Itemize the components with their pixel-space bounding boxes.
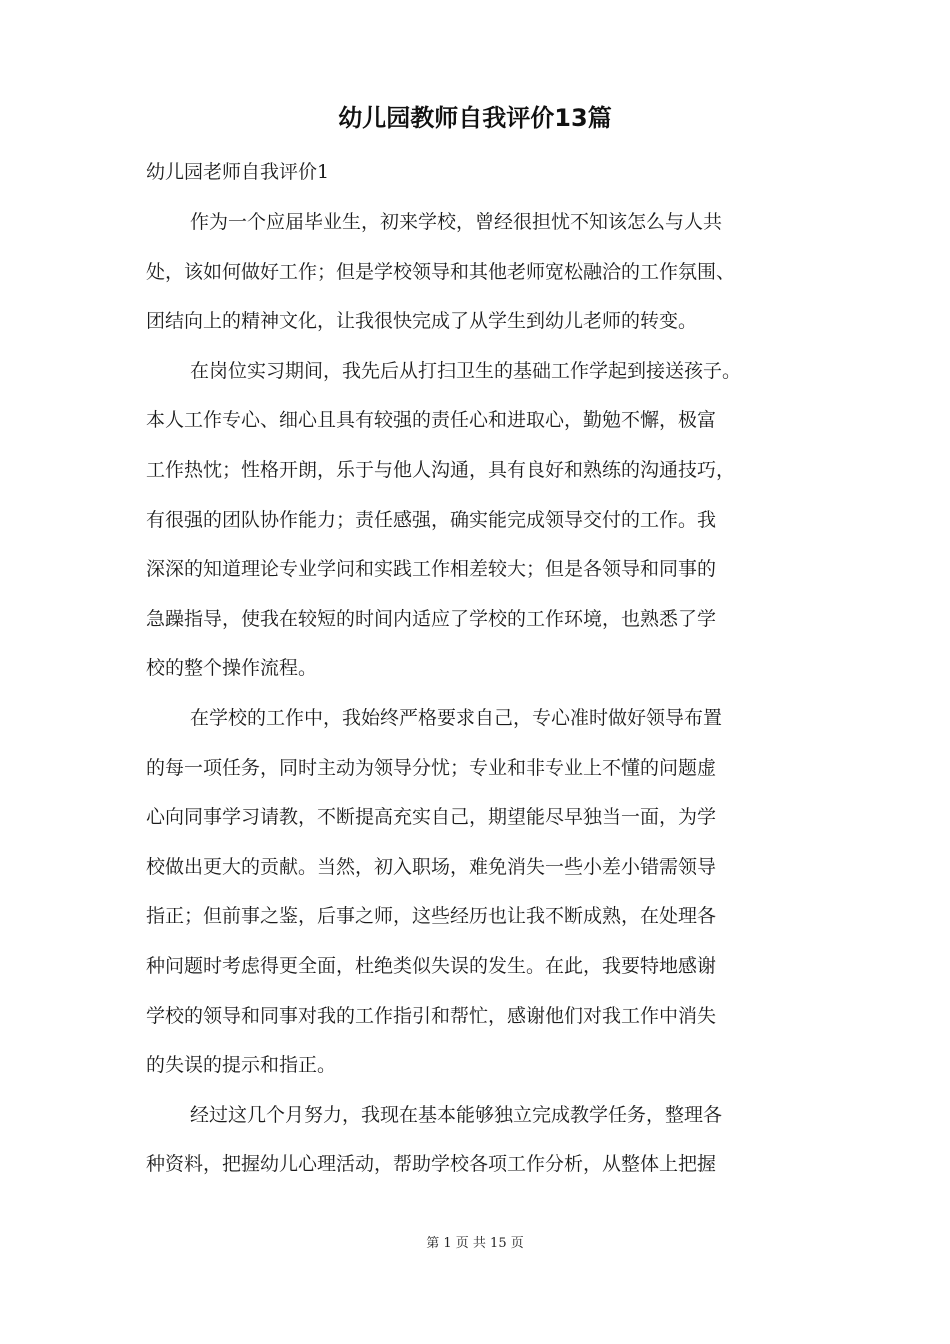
- text-line: 作为一个应届毕业生，初来学校，曾经很担忧不知该怎么与人共: [190, 211, 723, 233]
- section-heading: 幼儿园老师自我评价1: [146, 161, 330, 183]
- text-line: 团结向上的精神文化，让我很快完成了从学生到幼儿老师的转变。: [146, 310, 698, 333]
- text-line: 校的整个操作流程。: [146, 657, 318, 680]
- text-line: 校做出更大的贡献。当然，初入职场，难免消失一些小差小错需领导: [146, 855, 717, 878]
- document-body: [146, 198, 822, 1190]
- text-line: 处，该如何做好工作；但是学校领导和其他老师宽松融洽的工作氛围、: [146, 260, 736, 283]
- text-line: 本人工作专心、细心且具有较强的责任心和进取心，勤勉不懈，极富: [146, 409, 717, 432]
- text-line: 指正；但前事之鉴，后事之师，这些经历也让我不断成熟，在处理各: [146, 905, 717, 928]
- text-line: 有很强的团队协作能力；责任感强，确实能完成领导交付的工作。我: [146, 508, 717, 531]
- text-line: 在学校的工作中，我始终严格要求自己，专心准时做好领导布置: [190, 706, 723, 729]
- text-line: 工作热忱；性格开朗，乐于与他人沟通，具有良好和熟练的沟通技巧，: [146, 458, 736, 481]
- text-line: 经过这几个月努力，我现在基本能够独立完成教学任务，整理各: [190, 1103, 723, 1126]
- text-line: 的失误的提示和指正。: [146, 1054, 337, 1077]
- text-line: 在岗位实习期间，我先后从打扫卫生的基础工作学起到接送孩子。: [190, 359, 742, 382]
- text-line: 心向同事学习请教，不断提高充实自己，期望能尽早独当一面，为学: [146, 806, 717, 829]
- text-line: 种问题时考虑得更全面，杜绝类似失误的发生。在此，我要特地感谢: [146, 954, 717, 977]
- page-footer: 第 1 页 共 15 页: [426, 1236, 524, 1251]
- text-line: 学校的领导和同事对我的工作指引和帮忙，感谢他们对我工作中消失: [146, 1004, 717, 1027]
- text-line: 种资料，把握幼儿心理活动，帮助学校各项工作分析，从整体上把握: [146, 1153, 717, 1176]
- document-title: 幼儿园教师自我评价13篇: [338, 104, 612, 132]
- text-line: 深深的知道理论专业学问和实践工作相差较大；但是各领导和同事的: [146, 558, 717, 581]
- text-line: 急躁指导，使我在较短的时间内适应了学校的工作环境，也熟悉了学: [146, 607, 717, 630]
- text-line: 的每一项任务，同时主动为领导分忧；专业和非专业上不懂的问题虚: [146, 756, 717, 779]
